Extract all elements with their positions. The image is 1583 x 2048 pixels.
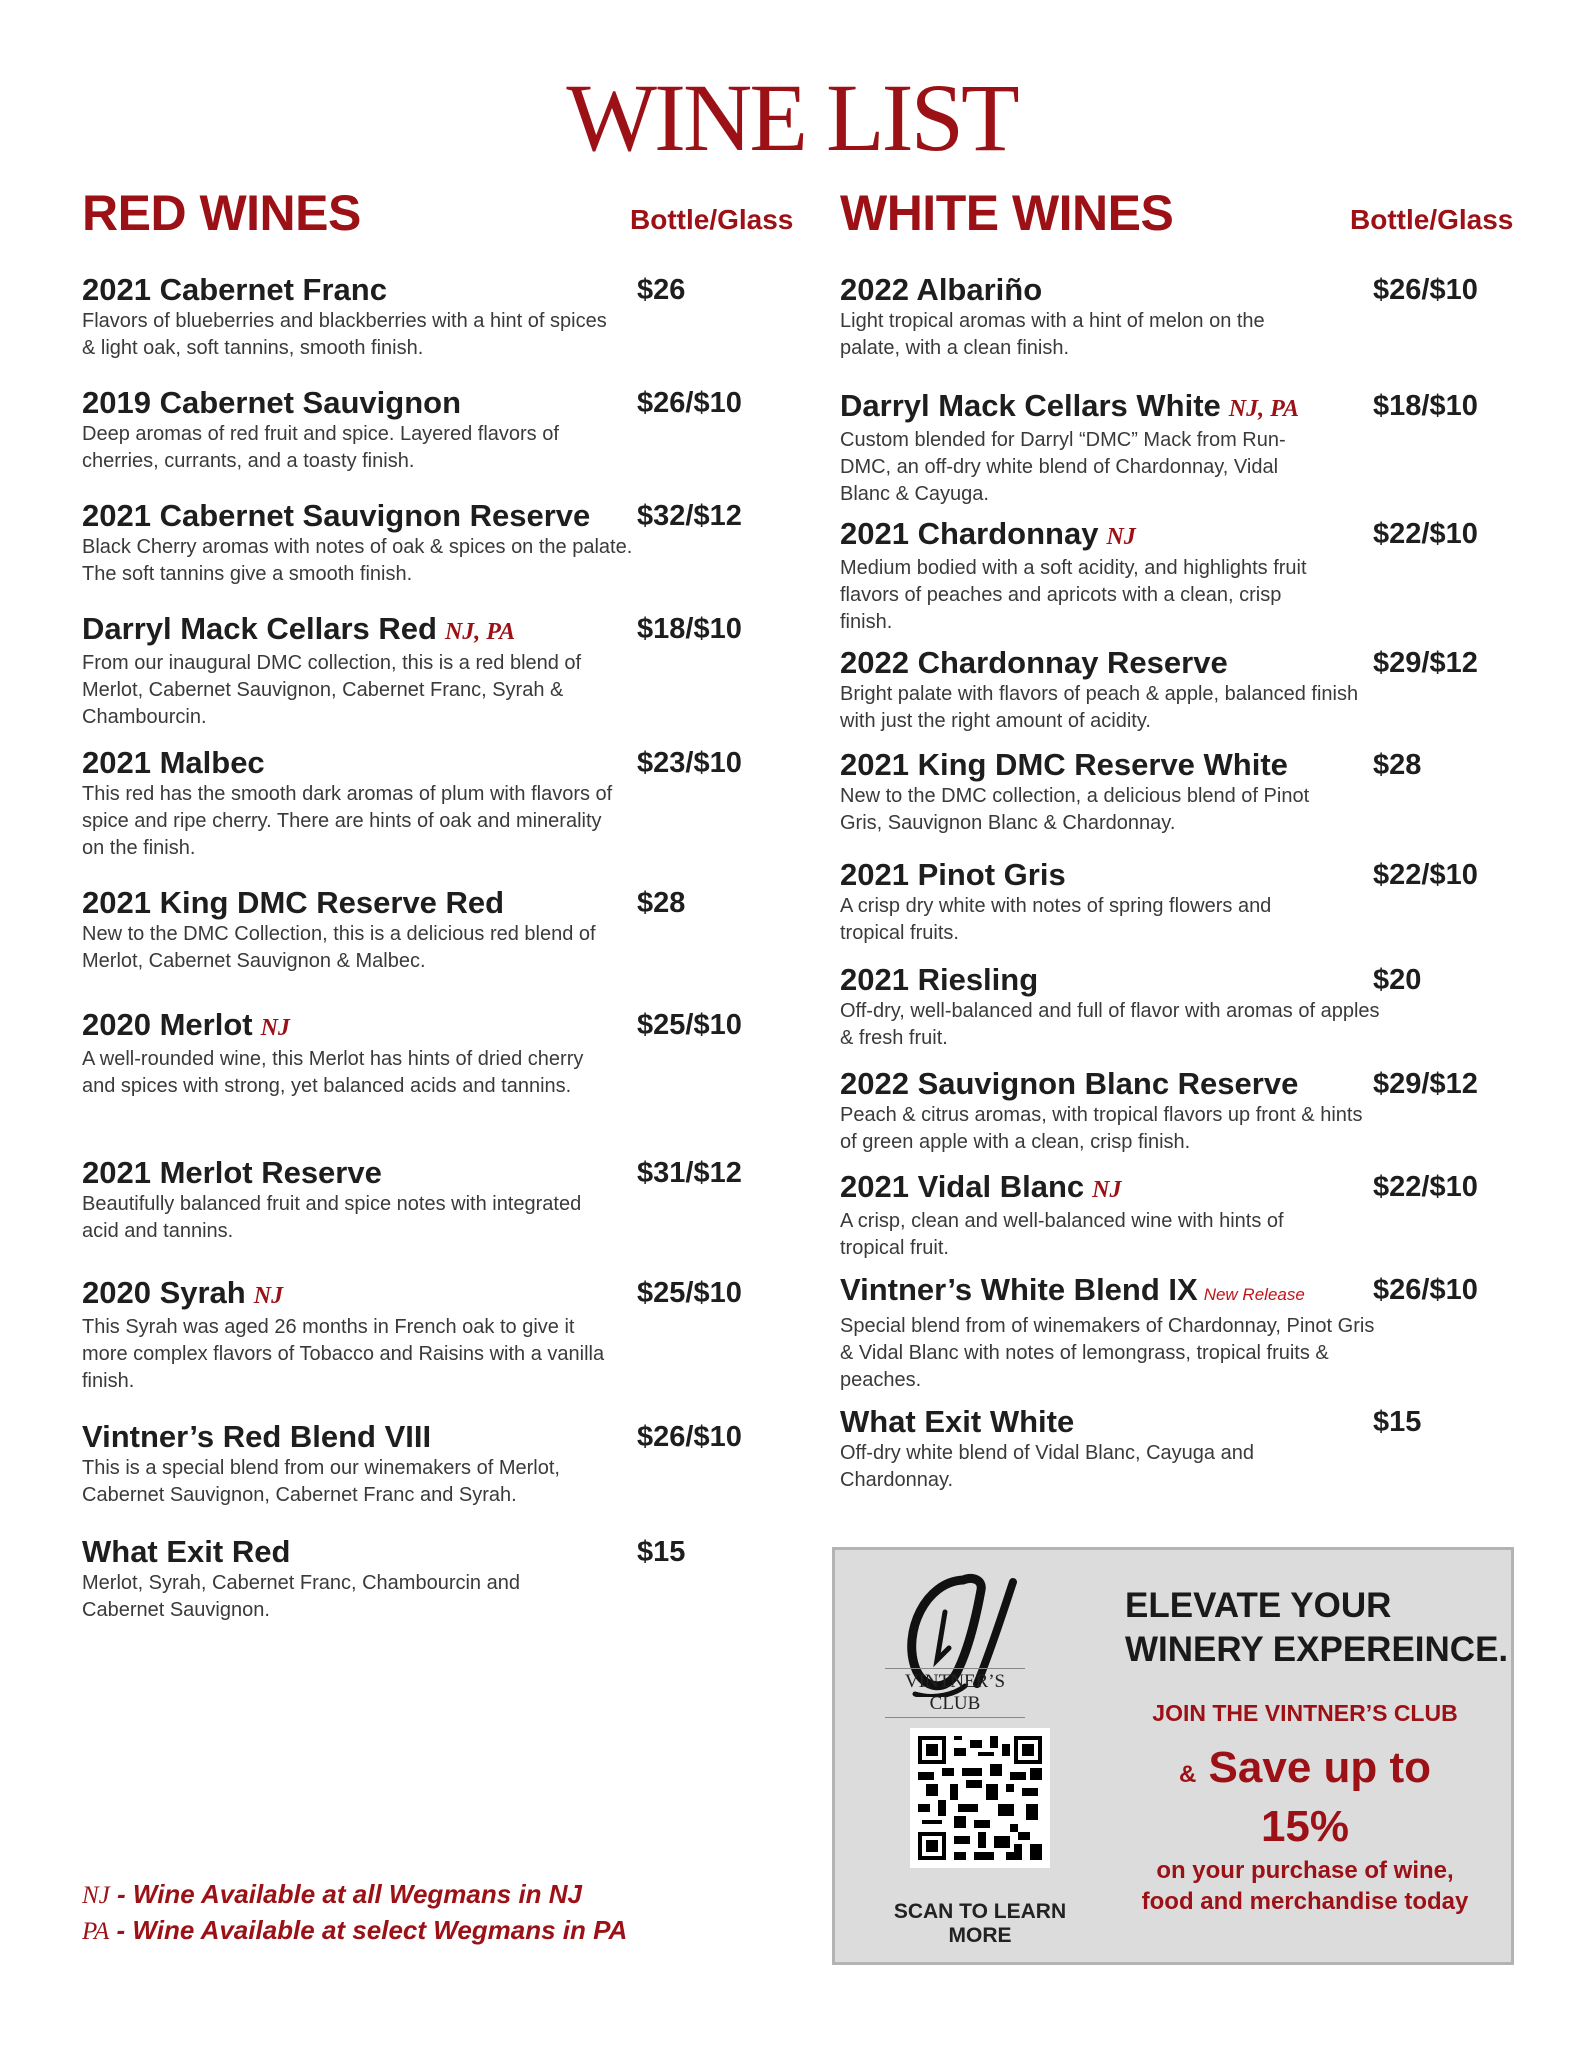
- scan-to-learn-more-label: SCAN TO LEARN MORE: [893, 1900, 1067, 1947]
- wine-description: Bright palate with flavors of peach & apple, balanced finish with just the right amount of acidity.: [840, 683, 1359, 732]
- red-wine-item: [82, 385, 602, 475]
- wine-name-text: 2021 Riesling: [840, 962, 1039, 997]
- wine-name: [82, 385, 602, 421]
- nj-text: - Wine Available at all Wegmans in NJ: [109, 1879, 583, 1909]
- wine-description: Flavors of blueberries and blackberries with a hint of spices & light oak, soft tannins, smooth finish.: [82, 310, 607, 359]
- availability-tag: NJ, PA: [444, 619, 516, 645]
- wine-description: Medium bodied with a soft acidity, and highlights fruit flavors of peaches and apricots with a clean, crisp finish.: [840, 557, 1307, 633]
- wine-price: $28: [637, 887, 686, 919]
- wine-name-text: 2020 Merlot: [82, 1007, 253, 1042]
- save-line2: 15%: [1260, 1802, 1350, 1851]
- availability-tag: NJ: [1092, 1177, 1122, 1203]
- red-wine-item: [82, 272, 617, 362]
- pa-text: - Wine Available at select Wegmans in PA: [109, 1915, 628, 1945]
- wine-price: $26/$10: [637, 1421, 742, 1453]
- purchase-line2: food and merchandise today: [1141, 1888, 1469, 1915]
- wine-name: [840, 272, 1295, 308]
- wine-description: New to the DMC collection, a delicious blend of Pinot Gris, Sauvignon Blanc & Chardonnay.: [840, 785, 1310, 834]
- white-wine-item: [840, 272, 1295, 362]
- wine-name-text: 2021 Vidal Blanc: [840, 1169, 1085, 1204]
- red-wine-item: [82, 1419, 637, 1509]
- wine-name: [82, 885, 612, 921]
- wine-price: $25/$10: [637, 1009, 742, 1041]
- wine-name-text: What Exit White: [840, 1404, 1075, 1439]
- wine-name-text: 2022 Sauvignon Blanc Reserve: [840, 1066, 1299, 1101]
- wine-price: $28: [1373, 749, 1422, 781]
- wine-description: From our inaugural DMC collection, this is a red blend of Merlot, Cabernet Sauvignon, Cabernet Franc, Syrah & Chambourcin.: [82, 652, 582, 728]
- wine-price: $23/$10: [637, 747, 742, 779]
- wine-name-text: Darryl Mack Cellars White: [840, 388, 1221, 423]
- wine-price: $32/$12: [637, 500, 742, 532]
- wine-name: [82, 1155, 597, 1191]
- wine-name: [82, 1419, 637, 1455]
- wine-name-text: Vintner’s White Blend IX: [840, 1272, 1198, 1307]
- wine-name-text: 2019 Cabernet Sauvignon: [82, 385, 462, 420]
- wine-description: Off-dry, well-balanced and full of flavor with aromas of apples & fresh fruit.: [840, 1000, 1380, 1049]
- white-wine-item: [840, 1066, 1365, 1156]
- white-wine-item: [840, 962, 1385, 1052]
- red-wine-item: [82, 885, 612, 975]
- wine-name: [840, 1169, 1340, 1208]
- new-release-badge: New Release: [1203, 1285, 1305, 1304]
- wine-price: $29/$12: [1373, 647, 1478, 679]
- wine-price: $31/$12: [637, 1157, 742, 1189]
- red-wine-item: [82, 1534, 602, 1624]
- wine-description: Off-dry white blend of Vidal Blanc, Cayuga and Chardonnay.: [840, 1442, 1254, 1491]
- wine-name: [82, 611, 647, 650]
- wine-name: [840, 1066, 1365, 1102]
- wine-name: [82, 745, 622, 781]
- wine-description: New to the DMC Collection, this is a delicious red blend of Merlot, Cabernet Sauvignon & Malbec.: [82, 923, 596, 972]
- wine-price: $26: [637, 274, 686, 306]
- wine-price: $26/$10: [1373, 274, 1478, 306]
- red-wine-item: [82, 498, 637, 588]
- wine-name: [840, 962, 1385, 998]
- save-line1: Save up to: [1208, 1743, 1432, 1792]
- wine-name-text: Darryl Mack Cellars Red: [82, 611, 437, 646]
- wine-price: $26/$10: [637, 387, 742, 419]
- wine-name-text: 2021 Pinot Gris: [840, 857, 1066, 892]
- white-wine-item: [840, 1272, 1375, 1394]
- wine-description: A crisp dry white with notes of spring flowers and tropical fruits.: [840, 895, 1272, 944]
- purchase-line1: on your purchase of wine,: [1156, 1857, 1454, 1884]
- wine-name-text: 2022 Albariño: [840, 272, 1043, 307]
- red-bottle-glass-label: Bottle/Glass: [630, 204, 794, 235]
- promo-headline-line1: ELEVATE YOUR: [1125, 1586, 1392, 1625]
- nj-code: NJ: [82, 1882, 110, 1909]
- wine-price: $22/$10: [1373, 859, 1478, 891]
- wine-name: [82, 498, 637, 534]
- wine-price: $15: [637, 1536, 686, 1568]
- legend-pa: [82, 1913, 627, 1949]
- wine-name: [840, 1272, 1375, 1313]
- wine-name-text: 2021 Merlot Reserve: [82, 1155, 382, 1190]
- wine-name-text: 2021 King DMC Reserve Red: [82, 885, 505, 920]
- red-wine-item: [82, 1275, 622, 1395]
- wine-name-text: 2021 King DMC Reserve White: [840, 747, 1288, 782]
- wine-name: [82, 1275, 622, 1314]
- white-wine-item: [840, 857, 1320, 947]
- wine-price: $18/$10: [637, 613, 742, 645]
- wine-description: This is a special blend from our winemakers of Merlot, Cabernet Sauvignon, Cabernet Franc and Syrah.: [82, 1457, 560, 1506]
- wine-price: $22/$10: [1373, 1171, 1478, 1203]
- wine-name: [840, 388, 1299, 427]
- wine-description: A crisp, clean and well-balanced wine with hints of tropical fruit.: [840, 1210, 1284, 1259]
- wine-price: $18/$10: [1373, 390, 1478, 422]
- wine-name: [840, 516, 1330, 555]
- join-club-text: JOIN THE VINTNER’S CLUB: [1152, 1700, 1458, 1726]
- page-title: WINE LIST: [566, 64, 1017, 171]
- wine-description: Deep aromas of red fruit and spice. Layered flavors of cherries, currants, and a toasty finish.: [82, 423, 559, 472]
- legend-nj: [82, 1877, 627, 1913]
- vintners-club-logo-text: VINTNER’S CLUB: [885, 1668, 1025, 1718]
- save-amp: &: [1178, 1761, 1197, 1788]
- availability-legend: [82, 1877, 627, 1949]
- wine-description: A well-rounded wine, this Merlot has hints of dried cherry and spices with strong, yet balanced acids and tannins.: [82, 1048, 584, 1097]
- wine-name-text: 2021 Malbec: [82, 745, 265, 780]
- wine-description: Custom blended for Darryl “DMC” Mack from Run-DMC, an off-dry white blend of Chardonnay, Vidal Blanc & Cayuga.: [840, 429, 1286, 505]
- pa-code: PA: [82, 1918, 110, 1945]
- white-wine-item: [840, 388, 1299, 508]
- wine-name-text: 2021 Chardonnay: [840, 516, 1099, 551]
- wine-name: [840, 857, 1320, 893]
- wine-name: [82, 1534, 602, 1570]
- wine-price: $29/$12: [1373, 1068, 1478, 1100]
- red-wine-item: [82, 1007, 622, 1100]
- wine-name-text: What Exit Red: [82, 1534, 291, 1569]
- purchase-text: [1105, 1855, 1505, 1917]
- promo-headline: [1125, 1584, 1508, 1672]
- red-wine-item: [82, 745, 622, 862]
- wine-name: [840, 747, 1330, 783]
- white-wine-item: [840, 516, 1330, 636]
- wine-name-text: 2021 Cabernet Franc: [82, 272, 387, 307]
- wine-name-text: Vintner’s Red Blend VIII: [82, 1419, 432, 1454]
- white-bottle-glass-label: Bottle/Glass: [1350, 204, 1514, 235]
- wine-name-text: 2020 Syrah: [82, 1275, 246, 1310]
- white-wine-item: [840, 747, 1330, 837]
- wine-name: [840, 1404, 1320, 1440]
- availability-tag: NJ: [253, 1283, 284, 1309]
- red-wine-item: [82, 1155, 597, 1245]
- wine-name: [82, 272, 617, 308]
- white-wine-item: [840, 645, 1380, 735]
- qr-code-icon[interactable]: [910, 1728, 1050, 1868]
- red-wines-heading: RED WINES: [82, 185, 361, 241]
- white-wine-item: [840, 1169, 1340, 1262]
- availability-tag: NJ: [260, 1015, 290, 1041]
- wine-price: $20: [1373, 964, 1422, 996]
- availability-tag: NJ, PA: [1228, 396, 1299, 422]
- white-wine-item: [840, 1404, 1320, 1494]
- wine-description: Special blend from of winemakers of Chardonnay, Pinot Gris & Vidal Blanc with notes of lemongrass, tropical fruits & peaches.: [840, 1315, 1375, 1391]
- wine-description: Light tropical aromas with a hint of melon on the palate, with a clean finish.: [840, 310, 1265, 359]
- availability-tag: NJ: [1106, 524, 1136, 550]
- white-wines-heading: WHITE WINES: [840, 185, 1174, 241]
- wine-name-text: 2022 Chardonnay Reserve: [840, 645, 1228, 680]
- save-offer: [1120, 1742, 1490, 1853]
- red-wine-item: [82, 611, 647, 731]
- vintners-club-promo: [832, 1547, 1514, 1965]
- promo-headline-line2: WINERY EXPEREINCE.: [1125, 1630, 1509, 1669]
- wine-description: This red has the smooth dark aromas of plum with flavors of spice and ripe cherry. There are hints of oak and minerality on the finish.: [82, 783, 613, 859]
- wine-name: [82, 1007, 622, 1046]
- wine-description: This Syrah was aged 26 months in French oak to give it more complex flavors of Tobacco and Raisins with a vanilla finish.: [82, 1316, 605, 1392]
- wine-price: $15: [1373, 1406, 1422, 1438]
- wine-price: $25/$10: [637, 1277, 742, 1309]
- wine-description: Peach & citrus aromas, with tropical flavors up front & hints of green apple with a clean, crisp finish.: [840, 1104, 1363, 1153]
- wine-price: $26/$10: [1373, 1274, 1478, 1306]
- wine-name: [840, 645, 1380, 681]
- wine-description: Merlot, Syrah, Cabernet Franc, Chambourcin and Cabernet Sauvignon.: [82, 1572, 520, 1621]
- wine-description: Beautifully balanced fruit and spice notes with integrated acid and tannins.: [82, 1193, 582, 1242]
- wine-name-text: 2021 Cabernet Sauvignon Reserve: [82, 498, 591, 533]
- wine-price: $22/$10: [1373, 518, 1478, 550]
- wine-description: Black Cherry aromas with notes of oak & spices on the palate. The soft tannins give a smooth finish.: [82, 536, 633, 585]
